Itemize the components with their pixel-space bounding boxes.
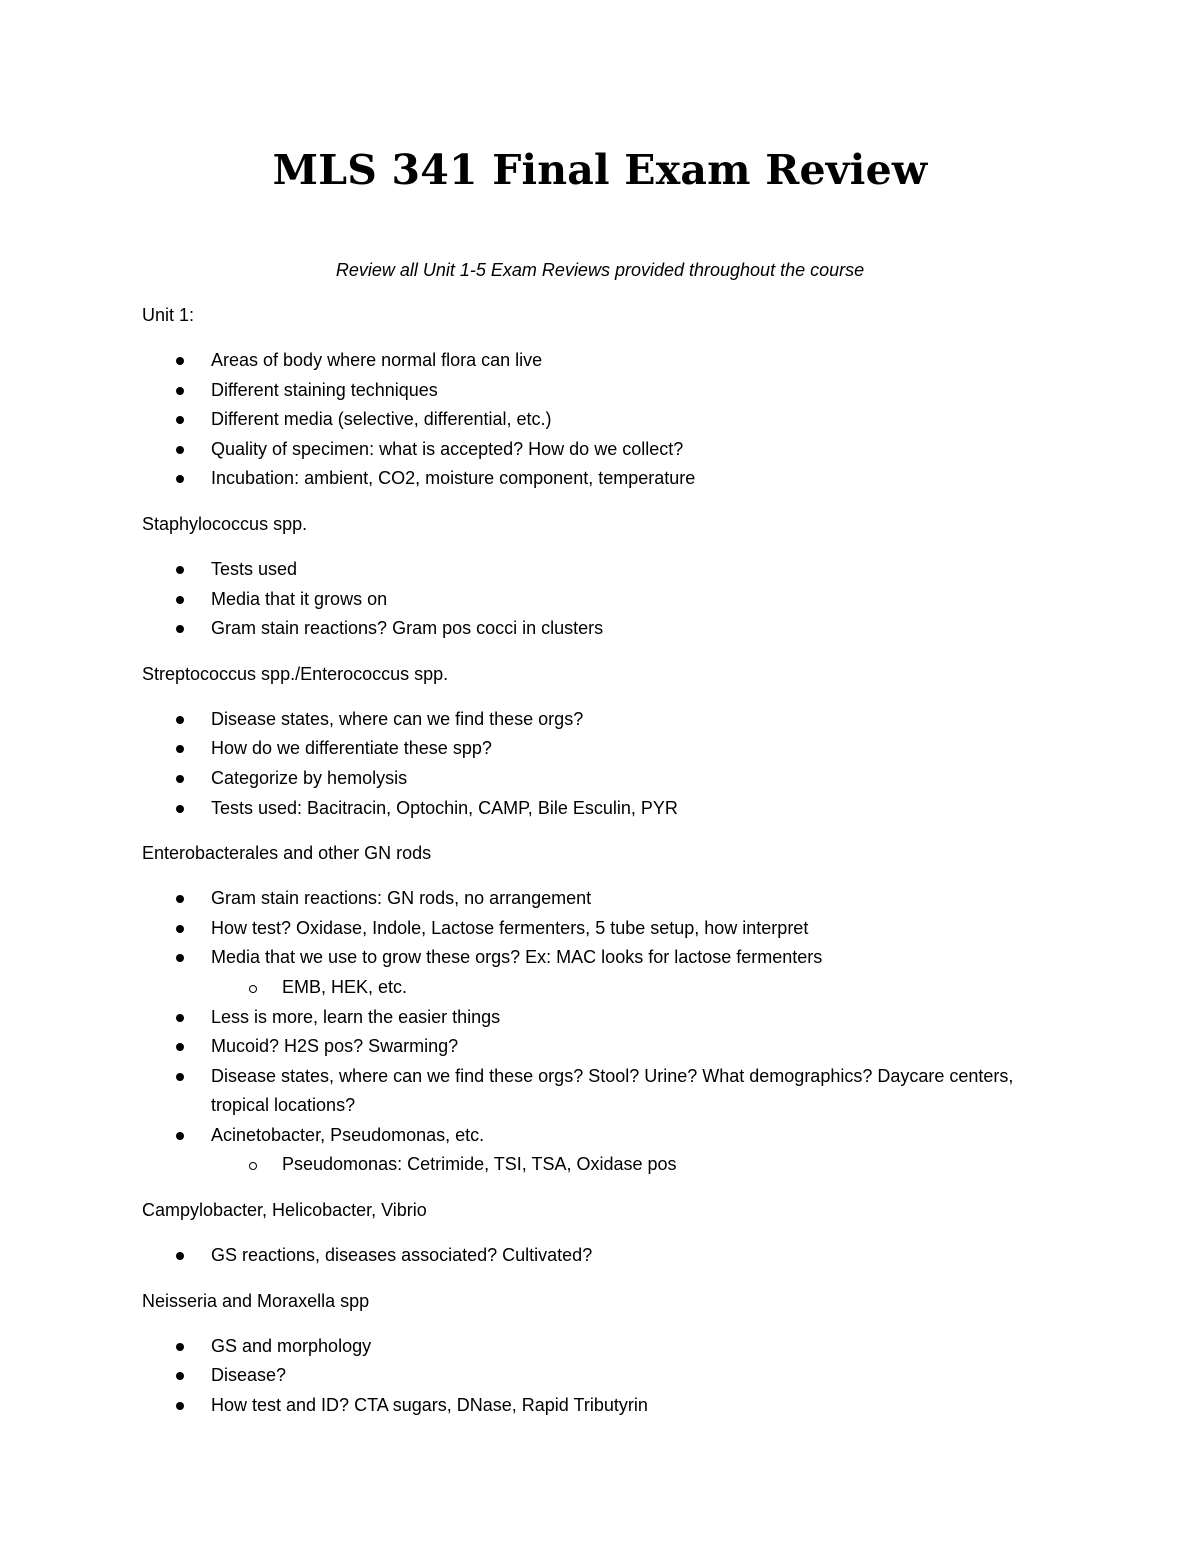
list-item <box>142 1032 1062 1062</box>
list-item-text: Gram stain reactions: GN rods, no arrangement <box>211 888 592 909</box>
bullet-icon <box>176 1043 184 1051</box>
bullet-icon <box>176 925 184 933</box>
bullet-icon <box>176 1252 184 1260</box>
list-item-text: Tests used <box>211 558 298 579</box>
list-item-text: Categorize by hemolysis <box>211 767 408 788</box>
bullet-icon <box>176 775 184 783</box>
section-heading: Unit 1: <box>142 305 195 325</box>
list-item <box>142 1391 1062 1421</box>
bullet-list <box>142 346 1062 494</box>
list-item <box>142 464 1062 494</box>
bullet-icon <box>176 1402 184 1410</box>
list-item <box>142 555 1062 585</box>
list-item <box>142 1003 1062 1033</box>
list-item <box>142 585 1062 615</box>
list-item-text: Tests used: Bacitracin, Optochin, CAMP, Bile Esculin, PYR <box>211 797 678 818</box>
list-item-text: Disease states, where can we find these orgs? Stool? Urine? What demographics? Daycare centers, tropical locations? <box>211 1065 1014 1116</box>
bullet-list <box>142 1241 1062 1271</box>
bullet-icon <box>176 625 184 633</box>
bullet-list <box>142 1332 1062 1421</box>
sub-list-item <box>211 973 1062 1003</box>
list-item <box>142 1062 1062 1121</box>
bullet-icon <box>176 954 184 962</box>
list-item <box>142 764 1062 794</box>
list-item-text: Less is more, learn the easier things <box>211 1006 501 1027</box>
bullet-icon <box>176 716 184 724</box>
list-item <box>142 1361 1062 1391</box>
list-item <box>142 794 1062 824</box>
list-item-text: Incubation: ambient, CO2, moisture component, temperature <box>211 468 696 489</box>
list-item <box>142 614 1062 644</box>
list-item-text: Media that it grows on <box>211 588 388 609</box>
list-item-text: GS reactions, diseases associated? Cultivated? <box>211 1245 593 1266</box>
list-item-text: Quality of specimen: what is accepted? How do we collect? <box>211 438 684 459</box>
list-item-text: GS and morphology <box>211 1335 372 1356</box>
sub-list-item <box>211 1150 1062 1180</box>
bullet-icon <box>176 475 184 483</box>
document-subtitle: Review all Unit 1-5 Exam Reviews provided throughout the course <box>335 260 865 280</box>
hollow-bullet-icon <box>249 985 257 993</box>
list-item-text: Areas of body where normal flora can live <box>211 350 543 370</box>
bullet-icon <box>176 745 184 753</box>
bullet-icon <box>176 1014 184 1022</box>
list-item <box>142 734 1062 764</box>
section-heading: Enterobacterales and other GN rods <box>142 843 432 864</box>
list-item <box>142 376 1062 406</box>
sub-list-item-text: Pseudomonas: Cetrimide, TSI, TSA, Oxidase pos <box>282 1154 677 1175</box>
list-item-text: How do we differentiate these spp? <box>211 738 492 759</box>
list-item <box>142 435 1062 465</box>
list-item <box>142 884 1062 914</box>
list-item-text: Disease? <box>211 1365 287 1386</box>
list-item <box>142 346 1062 376</box>
list-item-text: Different media (selective, differential, etc.) <box>211 409 552 430</box>
list-item <box>142 705 1062 735</box>
list-item-text: Acinetobacter, Pseudomonas, etc. <box>211 1124 485 1145</box>
sub-bullet-list <box>211 973 1062 1003</box>
sub-bullet-list <box>211 1150 1062 1180</box>
bullet-list <box>142 884 1062 1180</box>
list-item-text: Disease states, where can we find these orgs? <box>211 708 584 729</box>
bullet-icon <box>176 895 184 903</box>
list-item-text: Mucoid? H2S pos? Swarming? <box>211 1036 459 1057</box>
bullet-icon <box>176 1372 184 1380</box>
bullet-icon <box>176 1073 184 1081</box>
bullet-icon <box>176 446 184 454</box>
bullet-list <box>142 555 1062 644</box>
bullet-icon <box>176 416 184 424</box>
bullet-icon <box>176 805 184 813</box>
document-body <box>142 301 1062 1436</box>
list-item <box>142 943 1062 1002</box>
bullet-icon <box>176 1132 184 1140</box>
list-item <box>142 914 1062 944</box>
list-item-text: Gram stain reactions? Gram pos cocci in clusters <box>211 618 604 639</box>
sub-list-item-text: EMB, HEK, etc. <box>282 976 408 997</box>
hollow-bullet-icon <box>249 1162 257 1170</box>
bullet-icon <box>176 596 184 604</box>
bullet-icon <box>176 387 184 395</box>
document-title: MLS 341 Final Exam Review <box>272 146 928 194</box>
list-item <box>142 1121 1062 1180</box>
list-item-text: How test? Oxidase, Indole, Lactose fermenters, 5 tube setup, how interpret <box>211 917 809 938</box>
section-heading: Streptococcus spp./Enterococcus spp. <box>142 663 449 684</box>
bullet-list <box>142 705 1062 823</box>
section-heading: Neisseria and Moraxella spp <box>142 1290 370 1311</box>
section-heading: Staphylococcus spp. <box>142 513 308 534</box>
list-item <box>142 1241 1062 1271</box>
list-item-text: Different staining techniques <box>211 379 438 400</box>
bullet-icon <box>176 566 184 574</box>
bullet-icon <box>176 1343 184 1351</box>
list-item <box>142 405 1062 435</box>
list-item-text: How test and ID? CTA sugars, DNase, Rapid Tributyrin <box>211 1394 648 1415</box>
bullet-icon <box>176 357 184 365</box>
section-heading: Campylobacter, Helicobacter, Vibrio <box>142 1200 427 1221</box>
list-item <box>142 1332 1062 1362</box>
list-item-text: Media that we use to grow these orgs? Ex: MAC looks for lactose fermenters <box>211 947 823 968</box>
